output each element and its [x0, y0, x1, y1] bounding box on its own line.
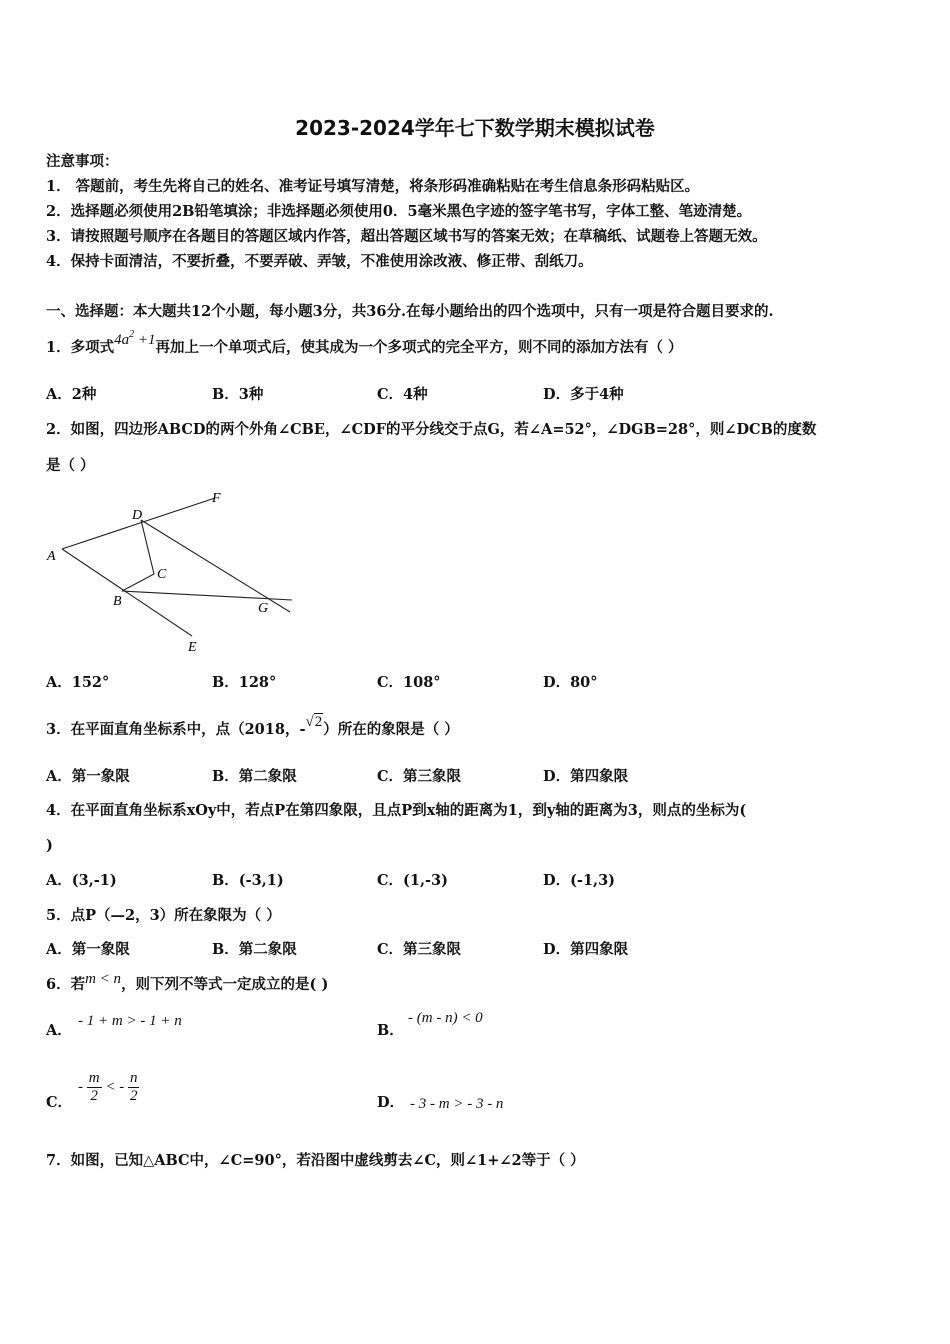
- label-d: D: [132, 508, 143, 523]
- q3-option-d[interactable]: D．第四象限: [543, 768, 629, 785]
- q3-option-c[interactable]: C．第三象限: [377, 768, 462, 785]
- q6-condition: m < n: [85, 971, 122, 987]
- q6-option-b-math[interactable]: - (m - n) < 0: [408, 1010, 483, 1026]
- q3-suffix: ）所在的象限是（ ）: [323, 721, 459, 738]
- q4-option-b[interactable]: B．(-3,1): [212, 872, 284, 889]
- question-5: 5．点P（—2，3）所在象限为（ ）: [46, 907, 281, 924]
- notice-item-1: 1． 答题前，考生先将自己的姓名、准考证号填写清楚，将条形码准确粘贴在考生信息条形码粘贴区。: [46, 178, 700, 195]
- q1-option-c[interactable]: C．4种: [377, 386, 428, 403]
- q6-option-c-math[interactable]: - $\frac{m}{2}$ < - $\frac{n}{2}$: [78, 1070, 138, 1104]
- line-a-f: [62, 498, 215, 549]
- label-a: A: [47, 549, 56, 564]
- q4-option-d[interactable]: D．(-1,3): [543, 872, 616, 889]
- q5-option-a[interactable]: A．第一象限: [46, 941, 130, 958]
- q6-option-b-label[interactable]: B．: [377, 1022, 404, 1039]
- q1-suffix: 再加上一个单项式后，使其成为一个多项式的完全平方，则不同的添加方法有（ ）: [155, 339, 683, 356]
- label-e: E: [188, 640, 197, 655]
- q5-option-d[interactable]: D．第四象限: [543, 941, 629, 958]
- section-heading: 一、选择题：本大题共12个小题，每小题3分，共36分.在每小题给出的四个选项中，只有一项是符合题目要求的.: [46, 303, 774, 320]
- q2-option-b[interactable]: B．128°: [212, 674, 277, 691]
- q2-option-d[interactable]: D．80°: [543, 674, 598, 691]
- q3-option-a[interactable]: A．第一象限: [46, 768, 130, 785]
- question-2-line-2: 是（ ）: [46, 457, 95, 474]
- q6-prefix: 6．若: [46, 976, 86, 993]
- question-6: [46, 971, 329, 995]
- q5-option-c[interactable]: C．第三象限: [377, 941, 462, 958]
- question-3: [46, 714, 459, 740]
- line-c-b: [122, 574, 154, 591]
- notice-item-3: 3．请按照题号顺序在各题目的答题区域内作答，超出答题区域书写的答案无效；在草稿纸、试题卷上答题无效。: [46, 228, 767, 245]
- q1-option-b[interactable]: B．3种: [212, 386, 264, 403]
- q4-option-c[interactable]: C．(1,-3): [377, 872, 449, 889]
- q6-option-d-math[interactable]: - 3 - m > - 3 - n: [410, 1096, 504, 1112]
- notice-heading: 注意事项：: [46, 153, 119, 170]
- notice-item-2: 2．选择题必须使用2B铅笔填涂；非选择题必须使用0．5毫米黑色字迹的签字笔书写，字体工整、笔迹清楚。: [46, 203, 752, 220]
- q6-option-d-label[interactable]: D．: [377, 1094, 405, 1111]
- q3-option-b[interactable]: B．第二象限: [212, 768, 297, 785]
- q2-figure: [40, 486, 300, 658]
- q3-sqrt: √2: [305, 714, 323, 730]
- label-b: B: [113, 594, 122, 609]
- q1-math: $4a^2 +1$: [114, 329, 156, 348]
- q2-option-c[interactable]: C．108°: [377, 674, 441, 691]
- q6-option-a-label[interactable]: A．: [46, 1022, 72, 1039]
- q4-option-a[interactable]: A．(3,-1): [46, 872, 117, 889]
- q6-option-a-math[interactable]: - 1 + m > - 1 + n: [78, 1013, 182, 1029]
- line-b-g: [122, 591, 292, 600]
- label-c: C: [157, 567, 167, 582]
- notice-item-4: 4．保持卡面清洁，不要折叠，不要弄破、弄皱，不准使用涂改液、修正带、刮纸刀。: [46, 253, 593, 270]
- question-2-line-1: 2．如图，四边形ABCD的两个外角∠CBE，∠CDF的平分线交于点G，若∠A=52°，∠DGB=28°，则∠DCB的度数: [46, 421, 817, 438]
- q5-option-b[interactable]: B．第二象限: [212, 941, 297, 958]
- label-f: F: [212, 491, 221, 506]
- q1-option-d[interactable]: D．多于4种: [543, 386, 624, 403]
- q1-option-a[interactable]: A．2种: [46, 386, 97, 403]
- q2-option-a[interactable]: A．152°: [46, 674, 110, 691]
- page-title: 2023-2024学年七下数学期末模拟试卷: [295, 116, 655, 140]
- label-g: G: [258, 601, 269, 616]
- sqrt-sign-icon: √: [305, 714, 314, 730]
- question-1: [46, 329, 683, 360]
- question-4-line-2: ): [46, 837, 53, 854]
- q3-prefix: 3．在平面直角坐标系中，点（2018，-: [46, 721, 306, 738]
- q1-prefix: 1．多项式: [46, 339, 115, 356]
- line-d-c: [141, 520, 154, 574]
- question-4-line-1: 4．在平面直角坐标系xOy中，若点P在第四象限，且点P到x轴的距离为1，到y轴的距离为3，则点的坐标为(: [46, 802, 747, 819]
- q6-option-c-label[interactable]: C．: [46, 1094, 73, 1111]
- q6-suffix: ，则下列不等式一定成立的是( ): [121, 976, 329, 993]
- question-7: 7．如图，已知△ABC中，∠C=90°，若沿图中虚线剪去∠C，则∠1+∠2等于（ ）: [46, 1152, 585, 1169]
- line-a-e: [62, 549, 192, 636]
